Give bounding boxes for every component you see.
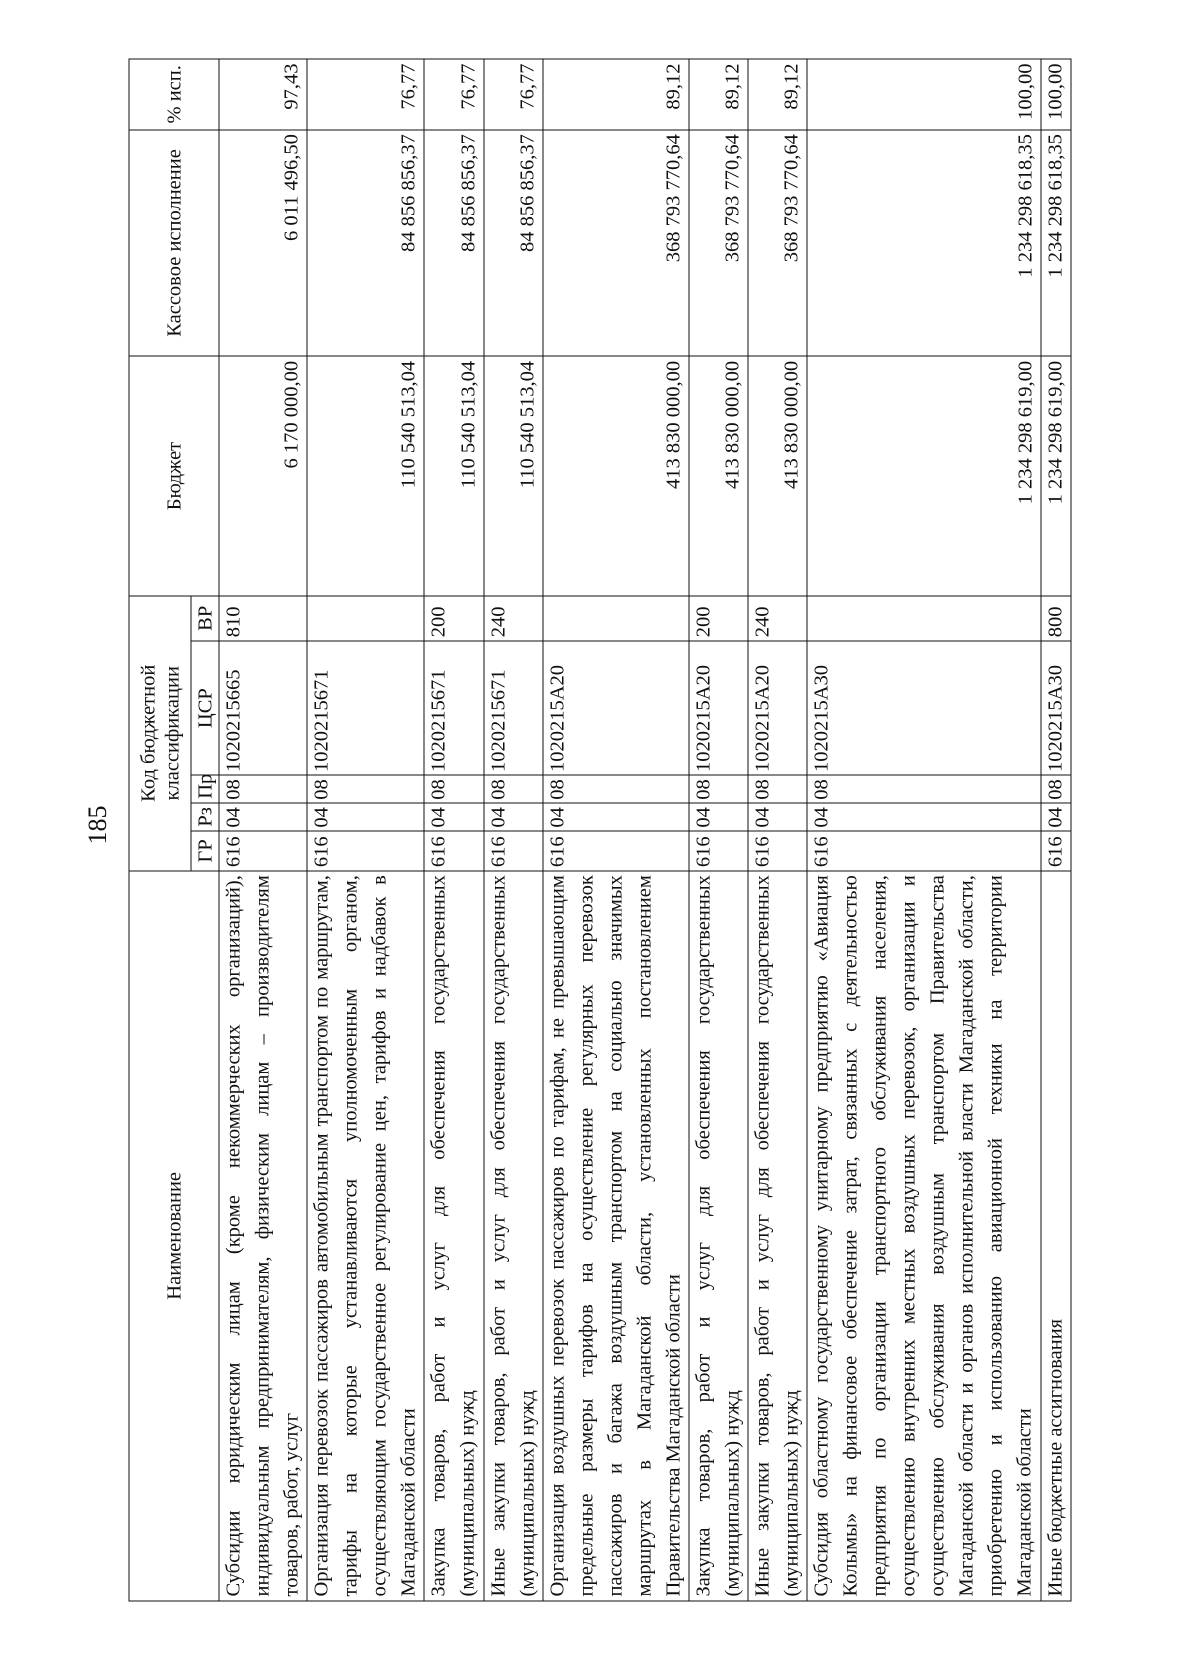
row-vr: 200 xyxy=(689,596,748,641)
row-name: Организация перевозок пассажиров автомобильным транспортом по маршрутам, тарифы на которые устанавливаются уполномоченным органом, осуществляющим государственное регулирование цен, тарифов и надбавок в Магаданской области xyxy=(307,871,424,1601)
row-execution: 84 856 856,37 xyxy=(484,130,543,357)
row-execution: 1 234 298 618,35 xyxy=(807,130,1041,357)
row-budget: 6 170 000,00 xyxy=(219,356,307,596)
table-row xyxy=(307,59,424,1601)
row-gr: 616 xyxy=(748,831,807,871)
row-percent: 76,77 xyxy=(484,59,543,130)
row-name: Иные бюджетные ассигнования xyxy=(1041,871,1071,1601)
row-vr xyxy=(307,596,424,641)
row-name: Закупка товаров, работ и услуг для обеспечения государственных (муниципальных) нужд xyxy=(424,871,483,1601)
row-rz: 04 xyxy=(307,803,424,831)
row-csr: 1020215665 xyxy=(219,641,307,776)
row-budget: 110 540 513,04 xyxy=(307,356,424,596)
table-row xyxy=(807,59,1041,1601)
row-pr: 08 xyxy=(307,776,424,804)
table-row xyxy=(748,59,807,1601)
row-execution: 1 234 298 618,35 xyxy=(1041,130,1071,357)
row-csr: 1020215671 xyxy=(424,641,483,776)
table-row xyxy=(543,59,689,1601)
row-gr: 616 xyxy=(1041,831,1071,871)
row-gr: 616 xyxy=(424,831,483,871)
header-rz: Рз xyxy=(191,803,219,831)
row-budget: 1 234 298 619,00 xyxy=(807,356,1041,596)
row-pr: 08 xyxy=(424,776,483,804)
header-execution: Кассовое исполнение xyxy=(129,130,219,357)
header-vr: ВР xyxy=(191,596,219,641)
row-name: Организация воздушных перевозок пассажиров по тарифам, не превышающим предельные размеры тарифов на осуществление регулярных перевозок пассажиров и багажа воздушным транспортом на социально значимых маршрутах в Магаданской области, установленных постановлением Правительства Магаданской области xyxy=(543,871,689,1601)
row-pr: 08 xyxy=(748,776,807,804)
row-rz: 04 xyxy=(807,803,1041,831)
row-percent: 100,00 xyxy=(1041,59,1071,130)
row-name: Иные закупки товаров, работ и услуг для обеспечения государственных (муниципальных) нужд xyxy=(748,871,807,1601)
row-name: Субсидии юридическим лицам (кроме некоммерческих организаций), индивидуальным предпринимателям, физическим лицам – производителям товаров, работ, услуг xyxy=(219,871,307,1601)
row-pr: 08 xyxy=(219,776,307,804)
row-csr: 1020215А30 xyxy=(807,641,1041,776)
row-percent: 89,12 xyxy=(748,59,807,130)
row-csr: 1020215А20 xyxy=(689,641,748,776)
header-pr: Пр xyxy=(191,776,219,804)
row-percent: 76,77 xyxy=(307,59,424,130)
row-vr: 810 xyxy=(219,596,307,641)
row-vr xyxy=(807,596,1041,641)
row-execution: 6 011 496,50 xyxy=(219,130,307,357)
row-pr: 08 xyxy=(807,776,1041,804)
row-vr: 200 xyxy=(424,596,483,641)
table-row xyxy=(424,59,483,1601)
row-name: Субсидия областному государственному унитарному предприятию «Авиация Колымы» на финансовое обеспечение затрат, связанных с деятельностью предприятия по организации транспортного обслуживания населения, осуществлению внутренних местных воздушных перевозок, организации и осуществлению обслуживания воздушным транспортом Правительства Магаданской области и органов исполнительной власти Магаданской области, приобретению и использованию авиационной техники на территории Магаданской области xyxy=(807,871,1041,1601)
row-execution: 84 856 856,37 xyxy=(307,130,424,357)
row-pr: 08 xyxy=(543,776,689,804)
row-budget: 413 830 000,00 xyxy=(689,356,748,596)
row-budget: 413 830 000,00 xyxy=(748,356,807,596)
row-rz: 04 xyxy=(748,803,807,831)
row-pr: 08 xyxy=(1041,776,1071,804)
row-gr: 616 xyxy=(307,831,424,871)
row-vr: 240 xyxy=(748,596,807,641)
row-rz: 04 xyxy=(543,803,689,831)
row-name: Иные закупки товаров, работ и услуг для обеспечения государственных (муниципальных) нужд xyxy=(484,871,543,1601)
row-rz: 04 xyxy=(484,803,543,831)
row-budget: 110 540 513,04 xyxy=(424,356,483,596)
budget-table xyxy=(129,59,1072,1602)
row-csr: 1020215А20 xyxy=(543,641,689,776)
table-row xyxy=(689,59,748,1601)
table-row xyxy=(1041,59,1071,1601)
header-percent: % исп. xyxy=(129,59,219,130)
row-rz: 04 xyxy=(424,803,483,831)
row-csr: 1020215А20 xyxy=(748,641,807,776)
header-csr: ЦСР xyxy=(191,641,219,776)
row-gr: 616 xyxy=(543,831,689,871)
row-rz: 04 xyxy=(689,803,748,831)
row-execution: 368 793 770,64 xyxy=(689,130,748,357)
row-execution: 84 856 856,37 xyxy=(424,130,483,357)
rotated-page xyxy=(129,59,1072,1602)
header-name: Наименование xyxy=(129,871,219,1601)
row-rz: 04 xyxy=(219,803,307,831)
row-percent: 100,00 xyxy=(807,59,1041,130)
header-code-group: Код бюджетной классификации xyxy=(129,596,191,871)
row-percent: 89,12 xyxy=(689,59,748,130)
table-row xyxy=(484,59,543,1601)
header-gr: ГР xyxy=(191,831,219,871)
header-budget: Бюджет xyxy=(129,356,219,596)
row-gr: 616 xyxy=(484,831,543,871)
row-gr: 616 xyxy=(689,831,748,871)
row-vr xyxy=(543,596,689,641)
row-budget: 1 234 298 619,00 xyxy=(1041,356,1071,596)
row-budget: 413 830 000,00 xyxy=(543,356,689,596)
row-execution: 368 793 770,64 xyxy=(543,130,689,357)
row-pr: 08 xyxy=(689,776,748,804)
row-name: Закупка товаров, работ и услуг для обеспечения государственных (муниципальных) нужд xyxy=(689,871,748,1601)
row-vr: 240 xyxy=(484,596,543,641)
row-percent: 89,12 xyxy=(543,59,689,130)
row-percent: 97,43 xyxy=(219,59,307,130)
row-csr: 1020215671 xyxy=(307,641,424,776)
page-number: 185 xyxy=(83,805,112,845)
row-csr: 1020215А30 xyxy=(1041,641,1071,776)
row-percent: 76,77 xyxy=(424,59,483,130)
row-rz: 04 xyxy=(1041,803,1071,831)
row-csr: 1020215671 xyxy=(484,641,543,776)
table-row xyxy=(219,59,307,1601)
row-gr: 616 xyxy=(807,831,1041,871)
row-vr: 800 xyxy=(1041,596,1071,641)
row-pr: 08 xyxy=(484,776,543,804)
row-gr: 616 xyxy=(219,831,307,871)
row-execution: 368 793 770,64 xyxy=(748,130,807,357)
row-budget: 110 540 513,04 xyxy=(484,356,543,596)
